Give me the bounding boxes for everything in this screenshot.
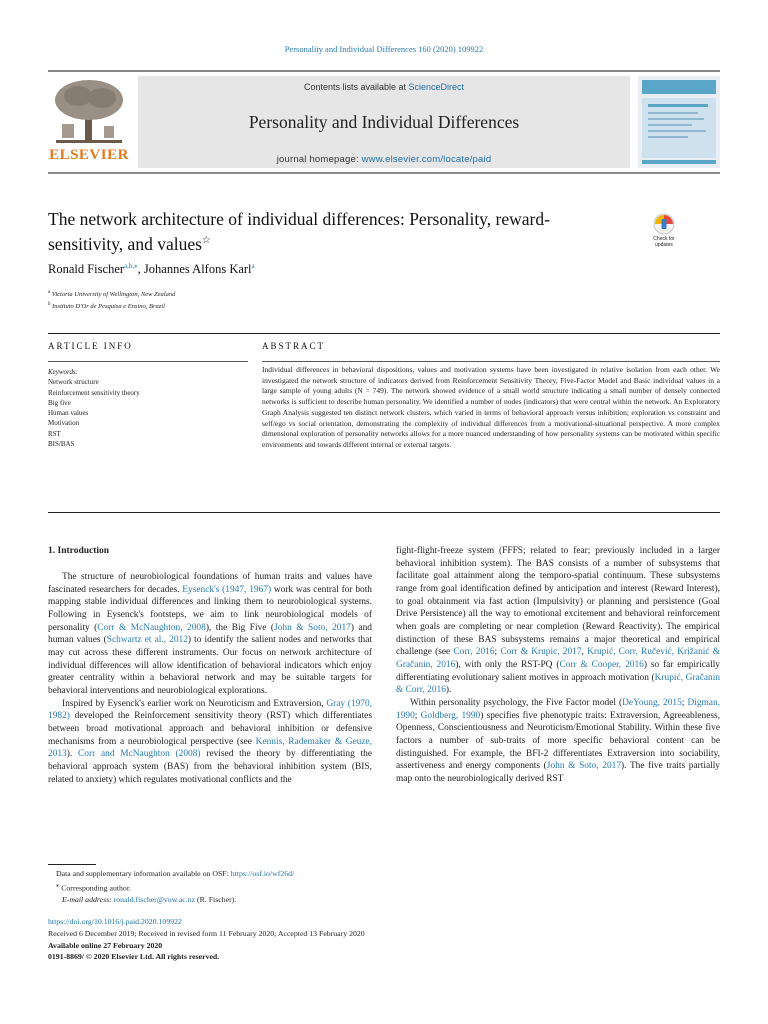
footnote-rule — [48, 864, 96, 865]
elsevier-tree-logo-icon — [48, 76, 130, 148]
contents-line — [138, 82, 630, 92]
elsevier-wordmark: ELSEVIER — [49, 147, 129, 163]
author-affil-mark[interactable]: a,b, — [124, 262, 135, 270]
citation-link[interactable]: 1967) — [249, 584, 272, 595]
text: ; — [494, 647, 501, 658]
paragraph — [396, 697, 720, 786]
text: ) and human values ( — [48, 622, 372, 646]
citation-link[interactable]: Corr, 2016 — [453, 647, 495, 658]
affil-mark: b — [48, 302, 51, 308]
text: ; — [681, 697, 688, 708]
divider — [48, 512, 720, 513]
author-separator: , — [137, 262, 144, 277]
crossmark-label-2: updates — [655, 242, 673, 248]
title-line-2: sensitivity, and values — [48, 233, 202, 254]
text: ) to identify the salient nodes and networks that may cut across these different instruments. Our focus on network architecture of individual differences will allow identification of behavioral indicators which enjoy greater centrality within a behavioral network and may be suitable targets for behavioral interventions and neurobiological explorations. — [48, 635, 372, 696]
affiliations — [48, 288, 175, 312]
paragraph — [48, 571, 372, 698]
text: Within personality psychology, the Five Factor model ( — [410, 697, 623, 708]
citation-link[interactable]: Digman, 1990 — [396, 697, 720, 721]
divider — [48, 361, 248, 362]
author-name: Johannes Alfons Karl — [143, 262, 252, 277]
osf-link[interactable]: https://osf.io/wf26d/ — [230, 869, 295, 878]
publication-info — [48, 916, 548, 963]
masthead — [48, 70, 720, 174]
text: work was central for both mapping stable individual differences and linking them to neurobiological systems. Following in Eysenck's footsteps, we aim to link neurobiological models of personality ( — [48, 584, 372, 633]
citation-link[interactable]: DeYoung, 2015 — [622, 697, 682, 708]
keyword: BIS/BAS — [48, 440, 75, 449]
citation-link[interactable]: Corr & McNaughton, 2008 — [97, 622, 206, 633]
affiliation: Instituto D'Or de Pesquisa e Ensino, Brazil — [52, 303, 165, 311]
text: ). — [445, 685, 452, 696]
title-line-1: The network architecture of individual differences: Personality, reward- — [48, 209, 550, 229]
affil-mark: a — [48, 290, 51, 295]
citation-link[interactable]: Corr & Cooper, 2016 — [559, 659, 644, 670]
keyword: Network structure — [48, 378, 99, 387]
journal-title: Personality and Individual Differences — [248, 112, 520, 132]
crossmark-icon — [644, 213, 684, 235]
paragraph — [396, 545, 720, 697]
text: developed the Reinforcement sensitivity theory (RST) which differentiates between broad motivational approach and behavioral inhibition or defensive mechanisms from a neurobiological perspective (see — [48, 711, 372, 747]
keyword: Big five — [48, 398, 71, 407]
text: Data and supplementary information available on OSF: — [56, 869, 231, 878]
text: fight-flight-freeze system (FFFS; related to fear; previously included in a larger behavioral inhibition system). The BAS consists of a number of subsystems that facilitate goal attainment along the temporo-spatial continuum. These subsystems range from goal identification defined by anticipation and interest (Reward Interest), to goal obtainment via fast action (Impulsivity) or planning and persistence (Goal Drive Persistence) all the way to emotional excitement and behavioral reinforcement when goals are completing or near completion (Reward Reactivity). The empirical distinction of these BAS subsystems remains a major theoretical and empirical challenge (see — [396, 546, 720, 658]
citation-link[interactable]: Corr and McNaughton (2008) — [78, 749, 201, 760]
divider — [262, 361, 720, 362]
footnote — [48, 880, 388, 894]
keyword: RST — [48, 429, 61, 438]
paragraph — [48, 698, 372, 787]
crossmark-label-1: Check for — [653, 236, 675, 242]
text: ) specifies five phenotypic traits: Extraversion, Agreeableness, Openness, Conscientiousness and Neuroticism/Emotional Stability. Within these five factors a number of sub-traits of more specific behavioral content can be distinguished. For example, the BFI-2 differentiates Extraversion into sociability, assertiveness and energy components ( — [396, 710, 720, 772]
text: revised the theory by differentiating the behavioral approach system (BAS) from the behavioral inhibition system (BIS, related to anxiety) which regulates motivational conflicts and the — [48, 749, 373, 785]
journal-banner — [138, 76, 630, 168]
body-column-right — [396, 545, 720, 785]
text: Inspired by Eysenck's earlier work on Neuroticism and Extraversion, — [62, 698, 327, 709]
received-dates: Received 6 December 2019; Received in revised form 11 February 2020; Accepted 13 February 2020 — [48, 928, 365, 938]
homepage-link[interactable]: www.elsevier.com/locate/paid — [361, 154, 492, 165]
sciencedirect-link[interactable]: ScienceDirect — [408, 82, 465, 92]
footnotes — [48, 868, 388, 906]
citation-link[interactable]: John & Soto, 2017 — [546, 761, 622, 772]
elsevier-logo[interactable] — [48, 76, 130, 170]
article-info-heading: ARTICLE INFO — [48, 341, 133, 351]
abstract-heading: ABSTRACT — [262, 341, 326, 351]
copyright: 0191-8869/ © 2020 Elsevier Ltd. All rights reserved. — [48, 952, 220, 962]
doi-link[interactable]: https://doi.org/10.1016/j.paid.2020.109922 — [48, 917, 182, 926]
citation-link[interactable]: Schwartz et al., 2012 — [106, 635, 188, 646]
journal-cover-thumbnail[interactable] — [638, 76, 720, 168]
text: The structure of neurobiological foundations of human traits and values have fascinated researchers for decades. — [48, 572, 372, 595]
text: Corresponding author. — [59, 883, 131, 893]
title-footnote-mark[interactable]: ☆ — [201, 235, 211, 246]
keyword: Reinforcement sensitivity theory — [48, 388, 140, 397]
divider — [48, 333, 720, 334]
crossmark-label — [646, 236, 682, 248]
citation-link[interactable]: John & Soto, 2017 — [274, 622, 351, 633]
text: ) so far empirically differentiating evolutionary salient motives in approach motivation ( — [396, 659, 720, 683]
citation-link[interactable]: 1982) — [48, 711, 70, 722]
affiliation: Victoria University of Wellington, New Zealand — [51, 291, 176, 299]
journal-homepage — [138, 154, 630, 165]
body-column-left — [48, 571, 372, 786]
corresponding-mark: ⁎ — [56, 881, 60, 889]
email-link[interactable]: ronald.fischer@vuw.ac.nz — [113, 895, 196, 905]
keyword: Motivation — [48, 419, 80, 428]
text: ). The five traits partially map onto the neurobiologically derived RST — [396, 761, 720, 784]
text: ), the Big Five ( — [205, 622, 275, 633]
keyword: Human values — [48, 409, 89, 418]
text: ), with only the RST-PQ ( — [455, 659, 560, 670]
section-heading: 1. Introduction — [48, 546, 110, 556]
corresponding-mark[interactable]: ⁎ — [134, 262, 138, 270]
author-name: Ronald Fischer — [48, 262, 125, 277]
keywords-block — [48, 367, 238, 449]
citation-link[interactable]: Eysenck's (1947, — [182, 584, 247, 595]
author-list — [48, 262, 255, 277]
abstract-text: Individual differences in behavioral dispositions, values and motivation systems have been investigated in relative isolation from each other. We investigated the network structure of indicators derived from Reinforcement Sensitivity Theory, Five-Factor Model and Basic individual values in a large sample of young adults (N = 749). The network showed evidence of a small world structure indicating a small number of densely connected networks is sufficient to describe human personality. We identified a number of nodes (indicators) that were central within the network. An Exploratory Graph Analysis suggested ten distinct network clusters, which varied in terms of behavioral approach versus inhibition; exploration vs constraint and self/ego vs social orientation, demonstrating the complexity of individual differences from a motivational-situational perspective. A more complex dimensional exploration of personality networks allows for a more nuanced understanding of how personality systems can be motivated within specific environments and towards different internal or external targets. — [262, 365, 720, 449]
text: (R. Fischer). — [195, 895, 237, 905]
keywords-heading: Keywords: — [48, 368, 79, 376]
homepage-prefix: journal homepage: — [276, 154, 362, 165]
contents-prefix: Contents lists available at — [303, 82, 409, 92]
text: ). — [66, 749, 78, 760]
available-online: Available online 27 February 2020 — [48, 940, 163, 950]
citation-link[interactable]: Corr & Krupic, 2017 — [500, 647, 582, 658]
citation-link[interactable]: Kennis, Rademaker & Geuze, 2013 — [48, 736, 372, 760]
article-title — [48, 208, 628, 255]
journal-cover-icon — [638, 76, 720, 168]
text: ; — [414, 710, 421, 721]
citation-link[interactable]: Krupić, Corr, Ručević, Križanić & Gračanin, 2016 — [396, 647, 721, 670]
author-affil-mark[interactable]: a — [251, 262, 255, 270]
journal-citation[interactable]: Personality and Individual Differences 160 (2020) 109922 — [284, 44, 484, 54]
citation-link[interactable]: Krupić, Gračanin & Corr, 2016 — [396, 672, 720, 696]
citation-link[interactable]: Goldberg, 1990 — [420, 710, 481, 721]
text: , — [581, 647, 588, 658]
citation-link[interactable]: Gray (1970, — [326, 698, 372, 709]
email-label: E-mail address: — [62, 895, 114, 905]
footnote — [48, 894, 388, 906]
footnote — [48, 868, 388, 880]
